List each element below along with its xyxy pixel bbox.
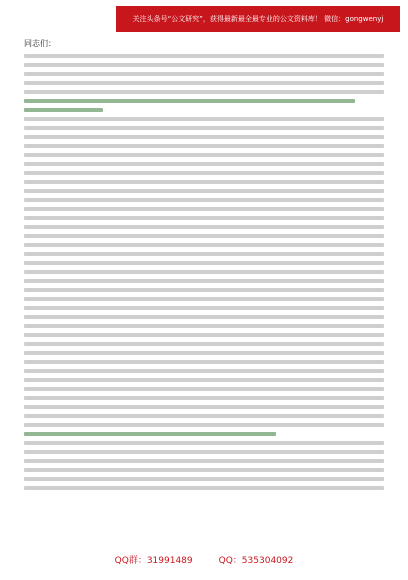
text-line-placeholder xyxy=(24,189,384,193)
text-line-placeholder xyxy=(24,117,384,121)
text-line-placeholder xyxy=(24,297,384,301)
text-line-placeholder xyxy=(24,63,384,67)
promo-banner xyxy=(116,6,400,32)
text-line-placeholder xyxy=(24,369,384,373)
text-line-placeholder xyxy=(24,225,384,229)
heading-line-placeholder xyxy=(24,108,103,112)
text-line-placeholder xyxy=(24,81,384,85)
text-line-placeholder xyxy=(24,468,384,472)
greeting-line: 同志们： xyxy=(24,39,56,48)
text-line-placeholder xyxy=(24,306,384,310)
text-line-placeholder xyxy=(24,279,384,283)
heading-line-placeholder xyxy=(24,99,355,103)
text-line-placeholder xyxy=(24,198,384,202)
text-line-placeholder xyxy=(24,477,384,481)
text-line-placeholder xyxy=(24,486,384,490)
text-line-placeholder xyxy=(24,261,384,265)
text-line-placeholder xyxy=(24,333,384,337)
text-line-placeholder xyxy=(24,126,384,130)
heading-line-placeholder xyxy=(24,432,276,436)
text-line-placeholder xyxy=(24,342,384,346)
text-line-placeholder xyxy=(24,171,384,175)
text-line-placeholder xyxy=(24,162,384,166)
text-line-placeholder xyxy=(24,153,384,157)
text-line-placeholder xyxy=(24,54,384,58)
text-line-placeholder xyxy=(24,360,384,364)
text-line-placeholder xyxy=(24,423,384,427)
text-line-placeholder xyxy=(24,216,384,220)
text-line-placeholder xyxy=(24,144,384,148)
illegible-body-text xyxy=(24,54,384,540)
text-line-placeholder xyxy=(24,252,384,256)
text-line-placeholder xyxy=(24,387,384,391)
text-line-placeholder xyxy=(24,396,384,400)
text-line-placeholder xyxy=(24,450,384,454)
text-line-placeholder xyxy=(24,378,384,382)
text-line-placeholder xyxy=(24,234,384,238)
text-line-placeholder xyxy=(24,135,384,139)
text-line-placeholder xyxy=(24,180,384,184)
promo-banner-text: 关注头条号“公文研究”，获得最新最全最专业的公文资料库！ 微信：gongwenyj xyxy=(132,15,384,23)
footer-contacts xyxy=(0,552,408,570)
text-line-placeholder xyxy=(24,324,384,328)
text-line-placeholder xyxy=(24,459,384,463)
text-line-placeholder xyxy=(24,405,384,409)
text-line-placeholder xyxy=(24,315,384,319)
text-line-placeholder xyxy=(24,414,384,418)
text-line-placeholder xyxy=(24,441,384,445)
text-line-placeholder xyxy=(24,207,384,211)
text-line-placeholder xyxy=(24,288,384,292)
qq-number: QQ：535304092 xyxy=(218,556,294,566)
qq-group-number: QQ群：31991489 xyxy=(114,556,193,566)
text-line-placeholder xyxy=(24,243,384,247)
text-line-placeholder xyxy=(24,72,384,76)
text-line-placeholder xyxy=(24,90,384,94)
text-line-placeholder xyxy=(24,351,384,355)
text-line-placeholder xyxy=(24,270,384,274)
